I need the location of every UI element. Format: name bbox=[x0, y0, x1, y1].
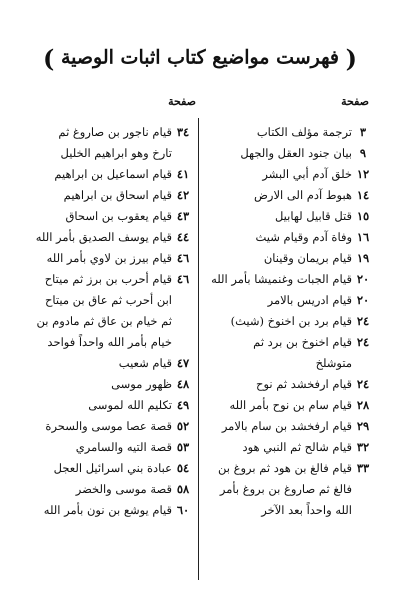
entry-page-number: ٤٨ bbox=[176, 377, 190, 391]
left-column-page-header: صفحة bbox=[168, 95, 196, 108]
index-entry bbox=[206, 206, 374, 227]
entry-text-line: تارخ وهو ابراهيم الخليل bbox=[60, 146, 172, 160]
entry-text-line: ترجمة مؤلف الكتاب bbox=[256, 125, 352, 139]
entry-page-number: ٣ bbox=[359, 125, 367, 139]
entry-text bbox=[18, 479, 172, 500]
entry-text-line: خلق آدم أبي البشر bbox=[262, 167, 352, 181]
entry-page-number: ٩ bbox=[359, 146, 367, 160]
entry-page-number: ٤٦ bbox=[176, 251, 190, 265]
entry-text bbox=[206, 122, 352, 143]
entry-page-number: ٤٩ bbox=[176, 398, 190, 412]
entry-text bbox=[18, 122, 172, 164]
entry-text-line: قيام يعقوب بن اسحاق bbox=[65, 209, 172, 223]
entry-text-line: ظهور موسى bbox=[111, 377, 172, 391]
entry-text-line: قيام ارفخشد ثم نوح bbox=[256, 377, 352, 391]
index-entry bbox=[18, 248, 194, 269]
entry-page-number: ٥٨ bbox=[176, 482, 190, 496]
index-entry bbox=[18, 122, 194, 164]
entry-text-line: عبادة بني اسرائيل العجل bbox=[53, 461, 172, 475]
entry-page-number: ٣٤ bbox=[176, 125, 190, 139]
entry-text bbox=[18, 206, 172, 227]
index-entry bbox=[206, 416, 374, 437]
index-entry bbox=[18, 437, 194, 458]
entry-text-line: تكليم الله لموسى bbox=[88, 398, 172, 412]
entry-text bbox=[206, 143, 352, 164]
column-divider bbox=[198, 118, 199, 580]
entry-text-line: قصة عصا موسى والسحرة bbox=[45, 419, 172, 433]
index-entry bbox=[18, 374, 194, 395]
index-entry bbox=[18, 479, 194, 500]
entry-page-number: ١٦ bbox=[356, 230, 370, 244]
entry-text-line: وفاة آدم وقيام شيث bbox=[255, 230, 352, 244]
entry-page-number: ٤٧ bbox=[176, 356, 190, 370]
entry-text bbox=[206, 185, 352, 206]
title-open-paren: ( bbox=[345, 44, 357, 73]
entry-text-line: قيام اسماعيل بن ابراهيم bbox=[54, 167, 172, 181]
entry-text-line: الله واحداً بعد الآخر bbox=[261, 503, 352, 517]
entry-text bbox=[18, 164, 172, 185]
entry-text-line: قيام شعيب bbox=[118, 356, 172, 370]
index-entry bbox=[206, 395, 374, 416]
index-entry bbox=[206, 437, 374, 458]
entry-text bbox=[206, 374, 352, 395]
entry-text-line: قيام ارفخشد بن سام بالامر bbox=[221, 419, 352, 433]
entry-text bbox=[18, 248, 172, 269]
index-entry bbox=[18, 185, 194, 206]
entry-text bbox=[206, 437, 352, 458]
index-entry bbox=[18, 164, 194, 185]
entry-text-line: ثم خيام بن عاق ثم مادوم بن bbox=[36, 314, 172, 328]
entry-text bbox=[18, 500, 172, 521]
entry-text-line: قيام يوشع بن نون بأمر الله bbox=[43, 503, 172, 517]
index-entry bbox=[18, 500, 194, 521]
entry-text-line: خيام بأمر الله واحداً فواحد bbox=[47, 335, 172, 349]
entry-page-number: ١٩ bbox=[356, 251, 370, 265]
entry-text-line: قيام ادريس بالامر bbox=[267, 293, 352, 307]
index-entry bbox=[206, 227, 374, 248]
entry-text bbox=[18, 437, 172, 458]
entry-text bbox=[18, 416, 172, 437]
entry-text bbox=[18, 458, 172, 479]
entry-text bbox=[206, 458, 352, 521]
entry-text-line: هبوط آدم الى الارض bbox=[253, 188, 352, 202]
index-entry bbox=[206, 311, 374, 332]
entry-page-number: ٢٩ bbox=[356, 419, 370, 433]
entry-text-line: قيام سام بن نوح بأمر الله bbox=[229, 398, 352, 412]
entry-page-number: ٢٤ bbox=[356, 314, 370, 328]
index-entry bbox=[18, 206, 194, 227]
page-title bbox=[0, 44, 400, 73]
entry-text-line: قيام بيرز بن لاوي بأمر الله bbox=[46, 251, 172, 265]
entry-text bbox=[18, 395, 172, 416]
entry-page-number: ٤٤ bbox=[176, 230, 190, 244]
index-entry bbox=[206, 248, 374, 269]
entry-page-number: ٢٤ bbox=[356, 335, 370, 349]
left-column-entries bbox=[18, 122, 194, 521]
index-entry bbox=[206, 332, 374, 374]
entry-text bbox=[18, 353, 172, 374]
title-close-paren: ) bbox=[43, 44, 55, 73]
entry-text-line: قيام يوسف الصديق بأمر الله bbox=[35, 230, 172, 244]
entry-text-line: قيام الجبات وغنميشا بأمر الله bbox=[211, 272, 352, 286]
entry-text bbox=[206, 227, 352, 248]
index-entry bbox=[206, 374, 374, 395]
index-entry bbox=[206, 290, 374, 311]
entry-text-line: قيام بريمان وقينان bbox=[263, 251, 352, 265]
right-column-entries bbox=[206, 122, 374, 521]
entry-page-number: ٣٢ bbox=[356, 440, 370, 454]
entry-text bbox=[18, 185, 172, 206]
entry-page-number: ١٥ bbox=[356, 209, 370, 223]
entry-text-line: قيام اخنوخ بن برد ثم bbox=[253, 335, 352, 349]
title-text: فهرست مواضيع كتاب اثبات الوصية bbox=[61, 46, 339, 69]
entry-text bbox=[206, 311, 352, 332]
entry-page-number: ٤٢ bbox=[176, 188, 190, 202]
entry-text-line: قيام شالح ثم النبي هود bbox=[242, 440, 352, 454]
entry-text bbox=[18, 374, 172, 395]
entry-page-number: ٣٣ bbox=[356, 461, 370, 475]
entry-text-line: بيان جنود العقل والجهل bbox=[240, 146, 352, 160]
index-entry bbox=[18, 353, 194, 374]
entry-page-number: ٢٠ bbox=[356, 272, 370, 286]
index-entry bbox=[206, 185, 374, 206]
entry-text bbox=[206, 395, 352, 416]
index-entry bbox=[18, 416, 194, 437]
index-entry bbox=[206, 143, 374, 164]
entry-text-line: قيام برد بن اخنوخ (شيث) bbox=[230, 314, 352, 328]
entry-page-number: ٥٣ bbox=[176, 440, 190, 454]
index-entry bbox=[206, 122, 374, 143]
index-entry bbox=[18, 269, 194, 353]
entry-text bbox=[206, 248, 352, 269]
entry-text-line: متوشلخ bbox=[315, 356, 352, 370]
entry-text bbox=[206, 416, 352, 437]
entry-text-line: ابن أحرب ثم عاق بن ميتاح bbox=[44, 293, 172, 307]
index-entry bbox=[206, 164, 374, 185]
entry-text-line: قيام ناجور بن صاروغ ثم bbox=[58, 125, 172, 139]
index-entry bbox=[206, 458, 374, 521]
entry-page-number: ٤٦ bbox=[176, 272, 190, 286]
entry-text-line: قيام فالغ بن هود ثم بروغ بن bbox=[217, 461, 352, 475]
entry-page-number: ٥٤ bbox=[176, 461, 190, 475]
entry-text bbox=[206, 290, 352, 311]
entry-page-number: ٢٠ bbox=[356, 293, 370, 307]
entry-text-line: قتل قابيل لهابيل bbox=[274, 209, 352, 223]
entry-page-number: ١٤ bbox=[356, 188, 370, 202]
index-entry bbox=[206, 269, 374, 290]
entry-page-number: ٢٨ bbox=[356, 398, 370, 412]
entry-text bbox=[206, 269, 352, 290]
right-column-page-header: صفحة bbox=[341, 95, 369, 108]
entry-page-number: ٢٤ bbox=[356, 377, 370, 391]
entry-text bbox=[18, 269, 172, 353]
entry-page-number: ٦٠ bbox=[176, 503, 190, 517]
index-entry bbox=[18, 227, 194, 248]
entry-text bbox=[18, 227, 172, 248]
entry-text-line: قصة التيه والسامري bbox=[75, 440, 172, 454]
entry-page-number: ١٢ bbox=[356, 167, 370, 181]
entry-page-number: ٥٢ bbox=[176, 419, 190, 433]
entry-text-line: قصة موسى والخضر bbox=[75, 482, 172, 496]
entry-text-line: فالغ ثم صاروغ بن بروغ بأمر bbox=[219, 482, 352, 496]
entry-page-number: ٤١ bbox=[176, 167, 190, 181]
entry-text-line: قيام اسحاق بن ابراهيم bbox=[63, 188, 172, 202]
entry-text bbox=[206, 206, 352, 227]
entry-text bbox=[206, 332, 352, 374]
index-entry bbox=[18, 395, 194, 416]
entry-page-number: ٤٣ bbox=[176, 209, 190, 223]
index-entry bbox=[18, 458, 194, 479]
entry-text-line: قيام أحرب بن برز ثم ميتاح bbox=[44, 272, 172, 286]
entry-text bbox=[206, 164, 352, 185]
